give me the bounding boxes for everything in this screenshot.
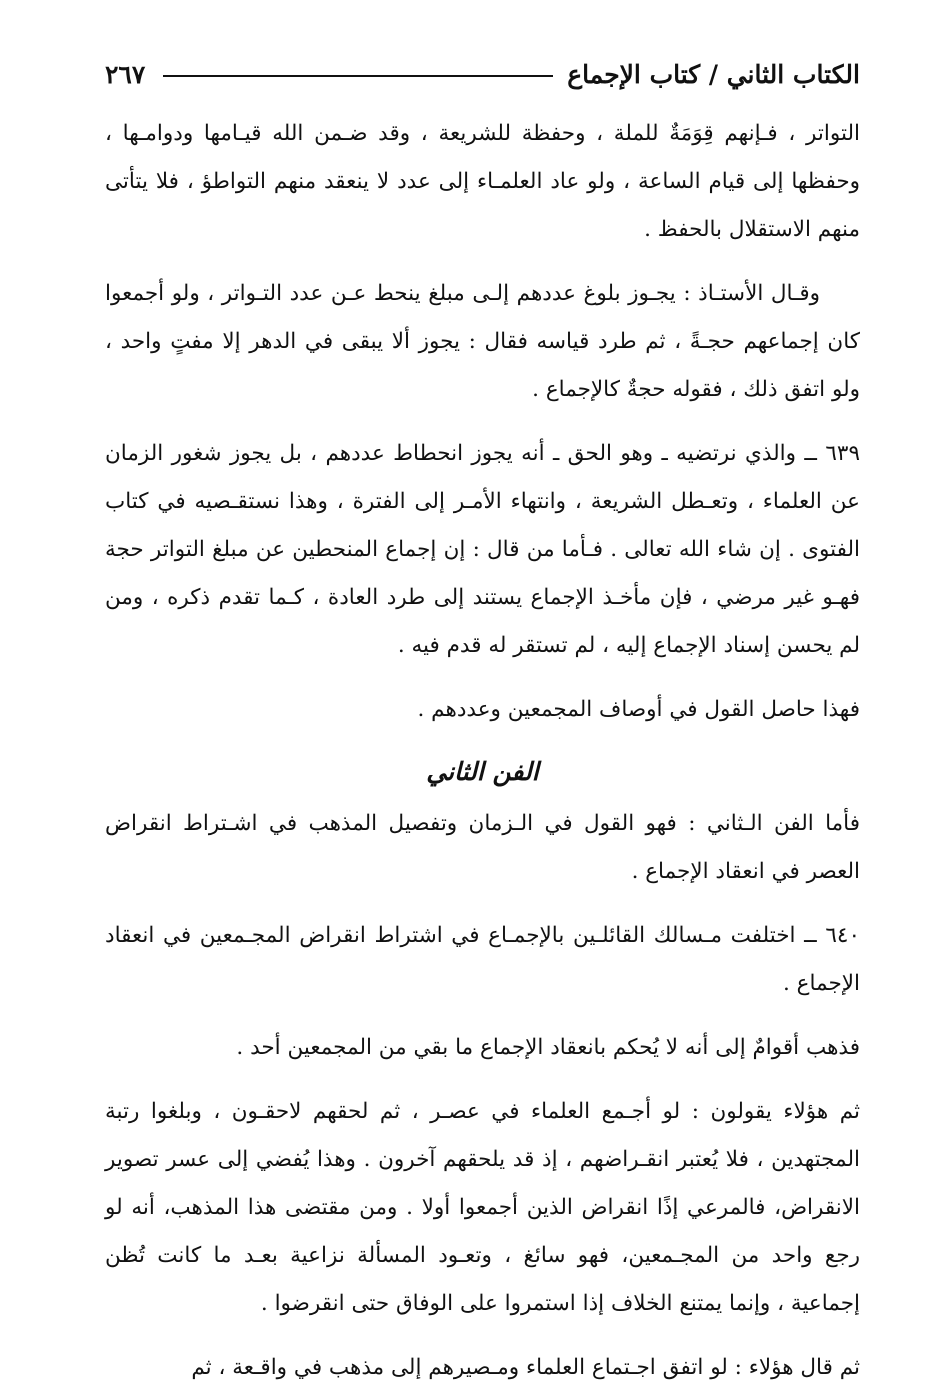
page-number: ٢٦٧: [105, 59, 146, 89]
paragraph: فهذا حاصل القول في أوصاف المجمعين وعددهم .: [417, 697, 860, 722]
paragraph-numbered-640: ٦٤٠ ــ اختلفت مـسالك القائلـين بالإجمـاع في اشتراط انقراض المجـمعين في انعقاد الإجماع .: [105, 923, 860, 996]
paragraph: فأما الفن الـثاني : فهو القول في الـزمان وتفصيل المذهب في اشـتراط انقراض العصر في انعقاد الإجماع .: [105, 811, 860, 884]
paragraph-numbered-639: ٦٣٩ ــ والذي نرتضيه ـ وهو الحق ـ أنه يجوز انحطاط عددهم ، بل يجوز شغور الزمان عن العلماء ، وتعـطل الشريعة ، وانتهاء الأمـر إلى الفترة ، وهذا نستقـصيه في كتاب الفتوى . إن شاء الله تعالى . فـأما من قال : إن إجماع المنحطين عن مبلغ التواتر حجة فهـو غير مرضي ، فإن مأخـذ الإجماع يستند إلى طرد العادة ، كـما تقدم ذكره ، ومن لم يحسن إسناد الإجماع إليه ، لم تستقر له قدم فيه .: [105, 441, 860, 658]
running-header-title: الكتاب الثاني / كتاب الإجماع: [567, 59, 860, 89]
paragraph: ثم هؤلاء يقولون : لو أجـمع العلماء في عصـر ، ثم لحقهم لاحقـون ، وبلغوا رتبة المجتهدين ، فلا يُعتبر انقـراضهم ، إذ قد يلحقهم آخرون . وهذا يُفضي إلى عسر تصوير الانقراض، فالمرعي إذًا انقراض الذين أجمعوا أولا . ومن مقتضى هذا المذهب، أنه لو رجع واحد من المجـمعين، فهو سائغ ، وتعـود المسألة نزاعية بعـد ما كانت تُظن إجماعية ، وإنما يمتنع الخلاف إذا استمروا على الوفاق حتى انقرضوا .: [105, 1099, 860, 1316]
paragraph: وقـال الأستـاذ : يجـوز بلوغ عددهم إلـى مبلغ ينحط عـن عدد التـواتر ، ولو أجمعوا كان إجماعهم حجـةً ، ثم طرد قياسه فقال : يجوز ألا يبقى في الدهر إلا مفتٍ واحد ، ولو اتفق ذلك ، فقوله حجةٌ كالإجماع .: [105, 281, 860, 402]
section-heading: الفن الثاني: [426, 757, 539, 786]
paragraph: ثم قال هؤلاء : لو اتفق اجـتماع العلماء ومـصيرهم إلى مذهب في واقـعة ، ثم: [191, 1355, 860, 1380]
header-rule: [163, 75, 553, 77]
paragraph: فذهب أقوامٌ إلى أنه لا يُحكم بانعقاد الإجماع ما بقي من المجمعين أحد .: [236, 1035, 860, 1060]
body-text: [105, 110, 860, 1392]
paragraph: التواتر ، فـإنهم قِوَمَةٌ للملة ، وحفظة للشريعة ، وقد ضـمن الله قيـامها ودوامـها ، وحفظها إلى قيام الساعة ، ولو عاد العلمـاء إلى عدد لا ينعقد منهم التواطؤ ، فلا يتأتى منهم الاستقلال بالحفظ .: [105, 121, 860, 242]
running-header: [105, 52, 860, 96]
